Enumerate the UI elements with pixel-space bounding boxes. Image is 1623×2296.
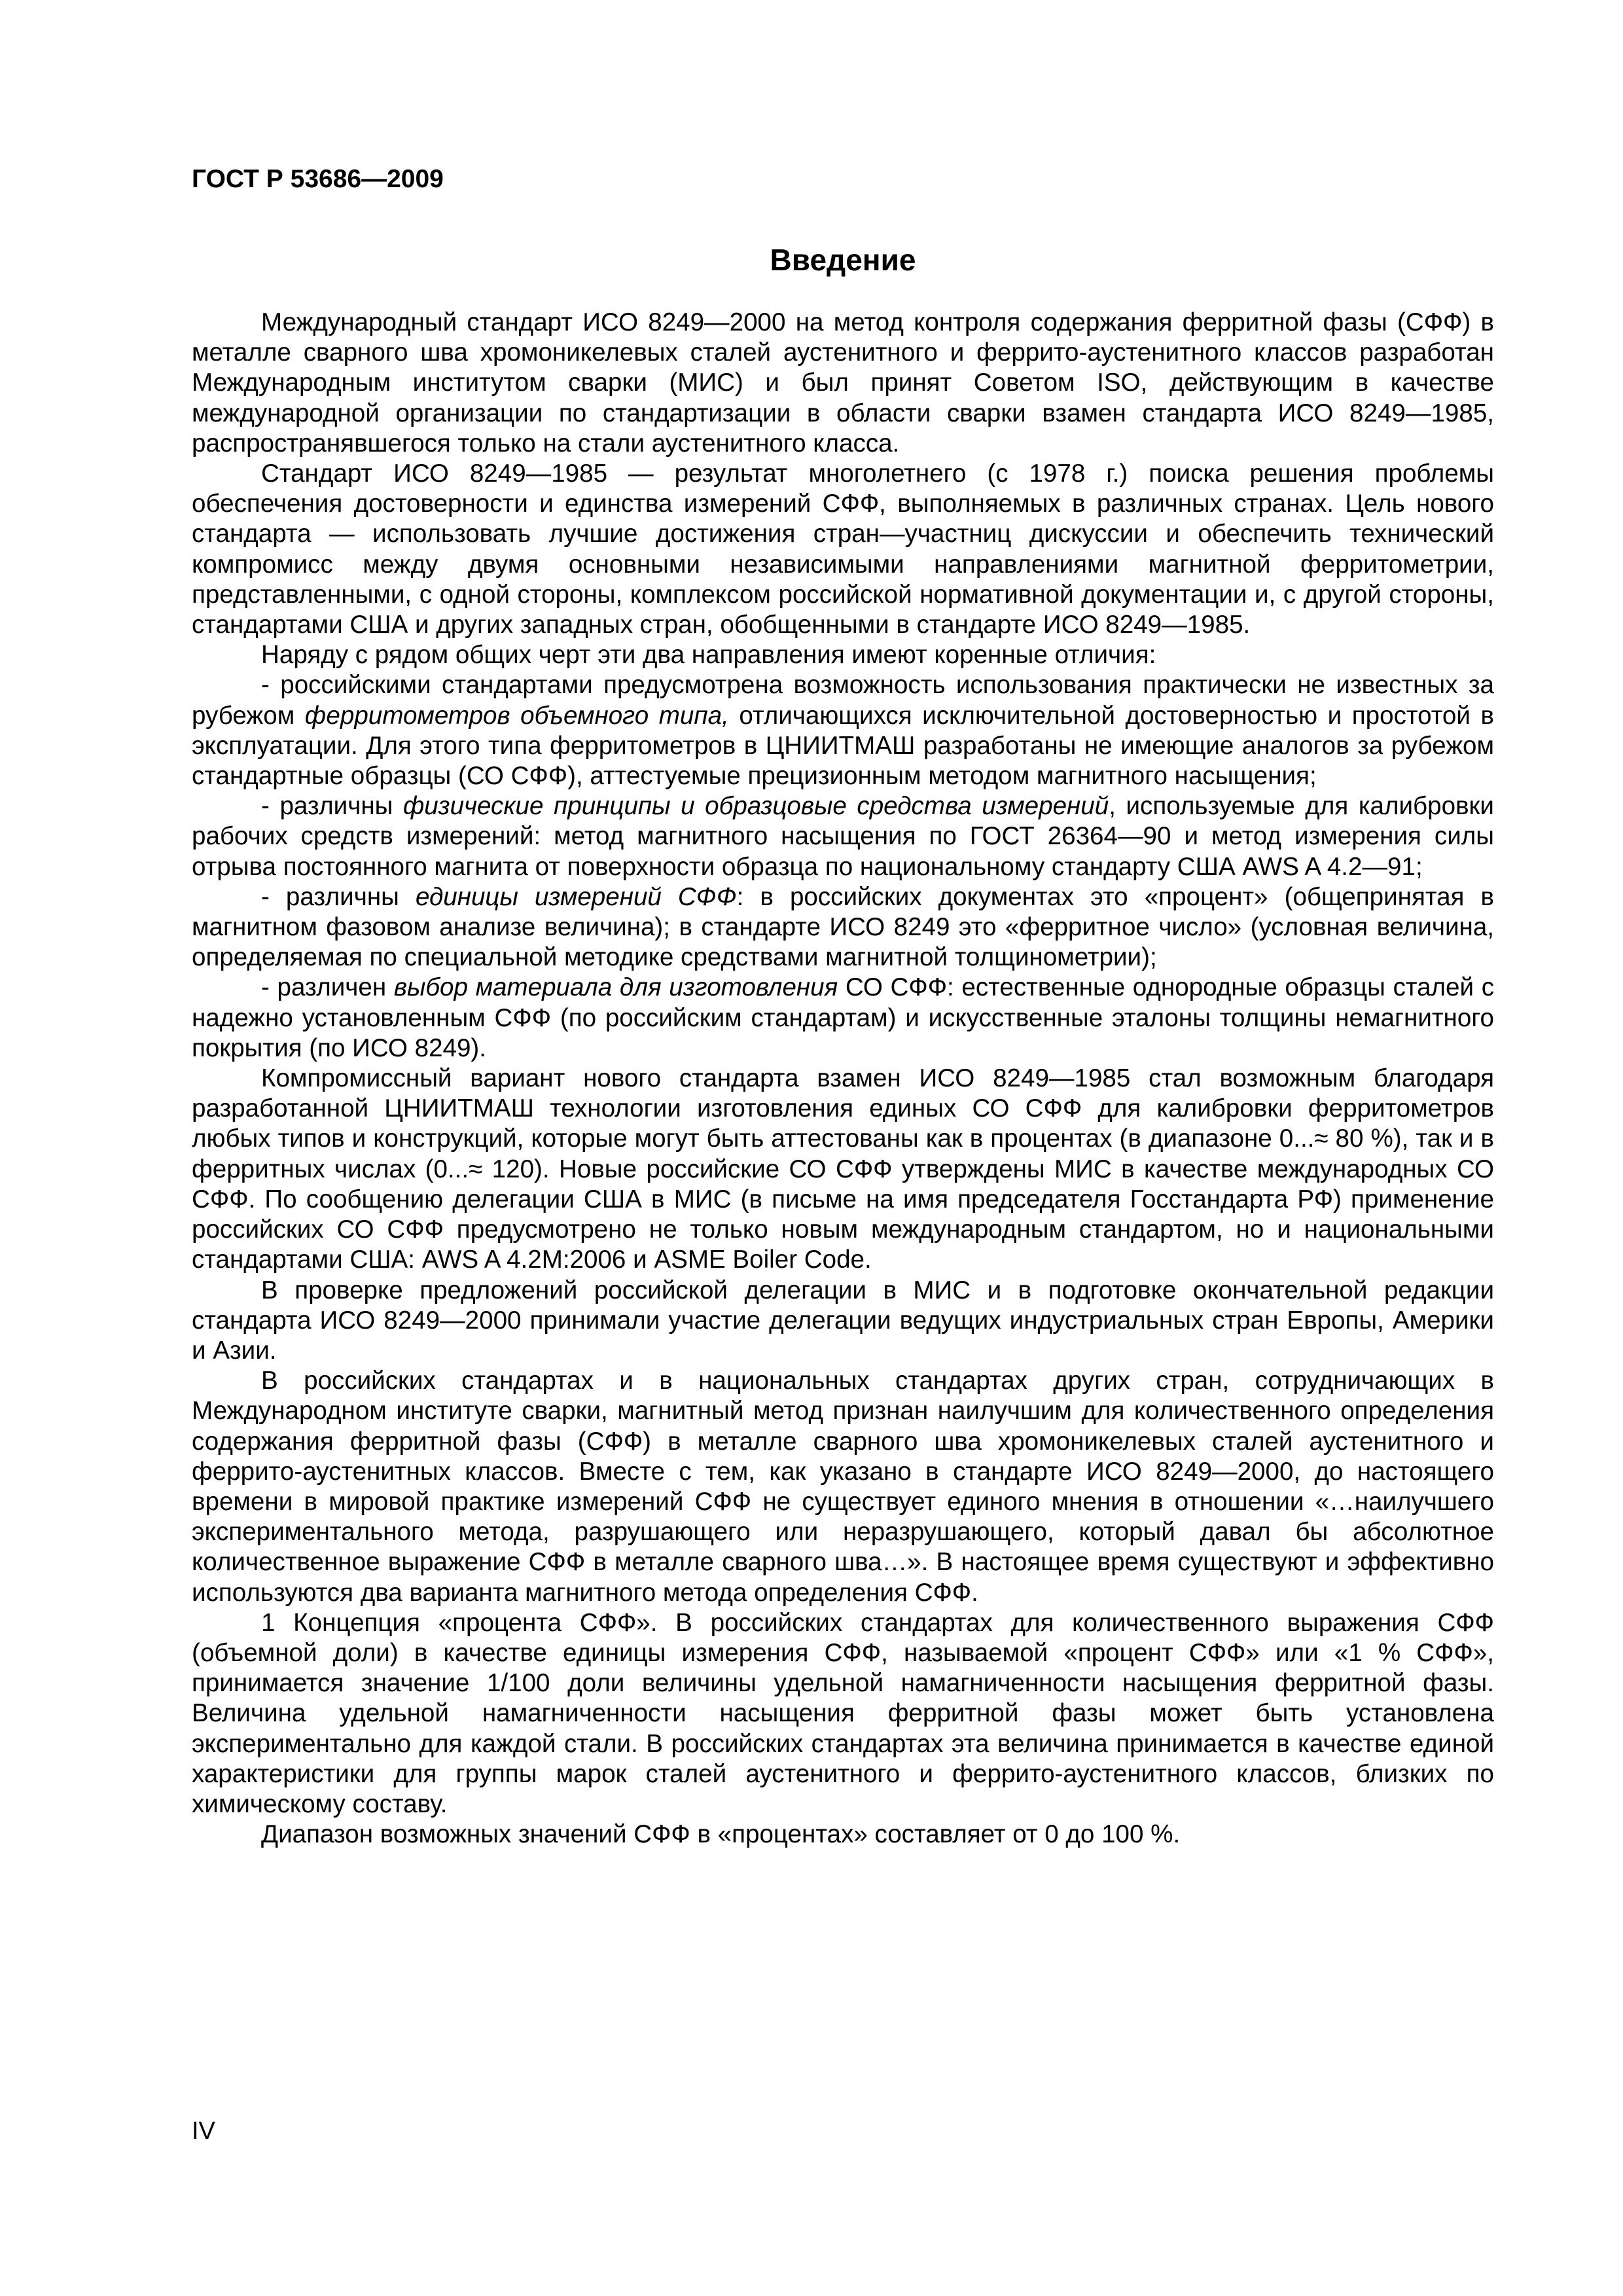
page-number: IV	[192, 2117, 215, 2145]
paragraph-1: Международный стандарт ИСО 8249—2000 на метод контроля содержания ферритной фазы (СФФ) в металле сварного шва хромоникелевых сталей аустенитного и феррито-аустенитного классов разработан Международным институтом сварки (МИС) и был принят Советом ISO, действующим в качестве международной организации по стандартизации в области сварки взамен стандарта ИСО 8249—1985, распространявшегося только на стали аустенитного класса.	[192, 308, 1494, 457]
emphasis-text: единицы измерений СФФ	[415, 882, 737, 911]
paragraph-magnetic-method: В российских стандартах и в национальных стандартах других стран, сотрудничающих в Международном институте сварки, магнитный метод признан наилучшим для количественного определения содержания ферритной фазы (СФФ) в металле сварного шва хромоникелевых сталей аустенитного и феррито-аустенитных классов. Вместе с тем, как указано в стандарте ИСО 8249—2000, до настоящего времени в мировой практике измерений СФФ не существует единого мнения в отношении «…наилучшего экспериментального метода, разрушающего или неразрушающего, который давал бы абсолютное количественное выражение СФФ в металле сварного шва…». В настоящее время существуют и эффективно используются два варианта магнитного метода определения СФФ.	[192, 1367, 1494, 1607]
emphasis-text: выбор материала для изготовления	[393, 973, 838, 1002]
paragraph-review: В проверке предложений российской делегации в МИС и в подготовке окончательной редакции стандарта ИСО 8249—2000 принимали участие делегации ведущих индустриальных стран Европы, Америки и Азии.	[192, 1276, 1494, 1365]
paragraph-range: Диапазон возможных значений СФФ в «процентах» составляет от 0 до 100 %.	[261, 1820, 1181, 1849]
section-title: Введение	[770, 243, 916, 277]
emphasis-text: физические принципы и образцовые средства измерений	[402, 792, 1109, 821]
paragraph-3: Наряду с рядом общих черт эти два направления имеют коренные отличия:	[261, 641, 1156, 670]
list-item-physical-principles: - различны физические принципы и образцовые средства измерений, используемые для калибровки рабочих средств измерений: метод магнитного насыщения по ГОСТ 26364—90 и метод измерения силы отрыва постоянного магнита от поверхности образца по национальному стандарту США AWS A 4.2—91;	[192, 792, 1494, 881]
document-number: ГОСТ Р 53686—2009	[192, 165, 444, 193]
list-item-measurement-units: - различны единицы измерений СФФ: в российских документах это «процент» (общепринятая в магнитном фазовом анализе величина); в стандарте ИСО 8249 это «ферритное число» (условная величина, определяемая по специальной методике средствами магнитной толщинометрии);	[192, 882, 1494, 972]
paragraph-compromise: Компромиссный вариант нового стандарта взамен ИСО 8249—1985 стал возможным благодаря разработанной ЦНИИТМАШ технологии изготовления единых СО СФФ для калибровки ферритометров любых типов и конструкций, которые могут быть аттестованы как в процентах (в диапазоне 0...≈ 80 %), так и в ферритных числах (0...≈ 120). Новые российские СО СФФ утверждены МИС в качестве международных СО СФФ. По сообщению делегации США в МИС (в письме на имя председателя Госстандарта РФ) применение российских СО СФФ предусмотрено не только новым международным стандартом, но и национальными стандартами США: AWS A 4.2M:2006 и ASME Boiler Code.	[192, 1064, 1494, 1274]
paragraph-percent-concept: 1 Концепция «процента СФФ». В российских стандартах для количественного выражения СФФ (объемной доли) в качестве единицы измерения СФФ, называемой «процент СФФ» или «1 % СФФ», принимается значение 1/100 доли величины удельной намагниченности насыщения ферритной фазы. Величина удельной намагниченности насыщения ферритной фазы может быть установлена экспериментально для каждой стали. В российских стандартах эта величина принимается в качестве единой характеристики для группы марок сталей аустенитного и феррито-аустенитного классов, близких по химическому составу.	[192, 1608, 1494, 1818]
paragraph-2: Стандарт ИСО 8249—1985 — результат многолетнего (с 1978 г.) поиска решения проблемы обеспечения достоверности и единства измерений СФФ, выполняемых в различных странах. Цель нового стандарта — использовать лучшие достижения стран—участниц дискуссии и обеспечить технический компромисс между двумя основными независимыми направлениями магнитной ферритометрии, представленными, с одной стороны, комплексом российской нормативной документации и, с другой стороны, стандартами США и других западных стран, обобщенными в стандарте ИСО 8249—1985.	[192, 459, 1494, 639]
list-item-material-choice: - различен выбор материала для изготовления СО СФФ: естественные однородные образцы сталей с надежно установленным СФФ (по российским стандартам) и искусственные эталоны толщины немагнитного покрытия (по ИСО 8249).	[192, 973, 1495, 1062]
list-item-volumetric-ferritometers: - российскими стандартами предусмотрена возможность использования практически не известных за рубежом ферритометров объемного типа, отличающихся исключительной достоверностью и простотой в эксплуатации. Для этого типа ферритометров в ЦНИИТМАШ разработаны не имеющие аналогов за рубежом стандартные образцы (СО СФФ), аттестуемые прецизионным методом магнитного насыщения;	[192, 671, 1494, 791]
document-body	[192, 308, 1494, 1850]
emphasis-text: ферритометров объемного типа,	[304, 701, 729, 730]
